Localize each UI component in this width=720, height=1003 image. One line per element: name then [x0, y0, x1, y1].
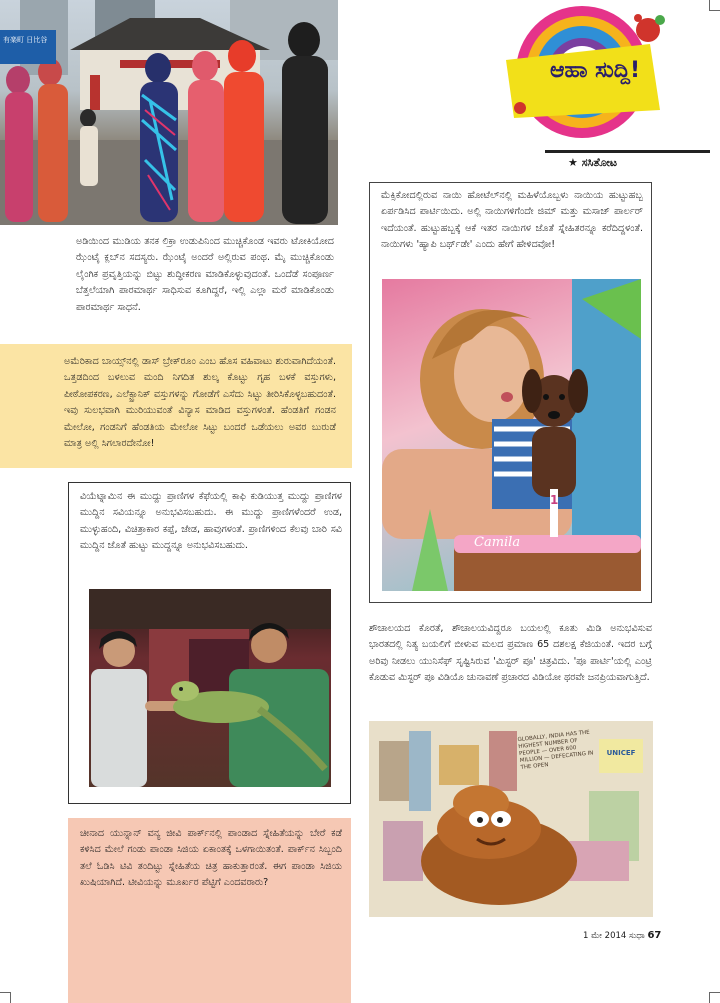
article-divorce: ಅಮೆರಿಕಾದ ಬಾಯ್ಸ್‌ನಲ್ಲಿ ಡಾಸ್ ಬ್ರೇಕ್‌ರೂಂ ಎಂಬ ಹೊಸ ವಹಿವಾಟು ಶುರುವಾಗಿದೆಯಂತೆ. ಒತ್ತಡದಿಂದ ಬಳಲುವ ಮಂದಿ ನಿಗದಿತ ಶುಲ್ಕ ಕೊಟ್ಟು ಗೃಹ ಬಳಕೆ ವಸ್ತುಗಳು, ಪೀಠೋಪಕರಣ, ಎಲೆಕ್ಟ್ರಾನಿಕ್ ವಸ್ತುಗಳನ್ನು ಗೋಡೆಗೆ ಎಸೆದು ಸಿಟ್ಟು ತೀರಿಸಿಕೊಳ್ಳಬಹುದಂತೆ. ಇವು ಸುಲಭವಾಗಿ ಮುರಿಯುವಂತೆ ವಿನ್ಯಾಸ ಮಾಡಿದ ವಸ್ತುಗಳಂತೆ. ಹೆಂಡತಿಗೆ ಗಂಡನ ಮೇಲೋ, ಗಂಡನಿಗೆ ಹೆಂಡತಿಯ ಮೇಲೋ ಸಿಟ್ಟು ಬಂದರೆ ಒಡೆಯಲು ಅವರ ಬುರುಡೆ ಮಾತ್ರ ಅಲ್ಲಿ ಸಿಗಲಾರದೇನೋ! — [64, 356, 336, 450]
byline: ★ ಸಸಿತೋಟ — [568, 156, 618, 169]
page-number: 67 — [647, 930, 662, 941]
article-zentai: ಅಡಿಯಿಂದ ಮುಡಿಯ ತನಕ ಲಿಕ್ರಾ ಉಡುಪಿನಿಂದ ಮುಚ್ಚಿಕೊಂಡ ಇವರು ಟೋಕಿಯೋದ ಝೆಂಟೈ ಕ್ಲಬ್‌ನ ಸದಸ್ಯರು. ಝೆಂಟೈ ಅಂದರೆ ಅಲ್ಲಿರುವ ಪಂಥ. ಮೈ ಮುಚ್ಚಿಕೊಂಡು ಲೈಂಗಿಕ ಪ್ರವೃತ್ತಿಯನ್ನು ಬಿಟ್ಟು ಶುದ್ಧೀಕರಣ ಮಾಡಿಕೊಳ್ಳುವುದಂತೆ. ಒಂದೆಡೆ ಸಂಪೂರ್ಣ ಬೆತ್ತಲೆಯಾಗಿ ಪಾರಮಾರ್ಥ ಸಾಧಿಸುವ ಕೂಗಿದ್ದರೆ, ಇಲ್ಲಿ ಎಲ್ಲಾ ಮರೆ ಮಾಡಿಕೊಂಡು ಪಾರಮಾರ್ಥ ಸಾಧನೆ. — [76, 236, 334, 313]
crop-mark — [709, 992, 720, 1003]
footer-magazine: ಸುಧಾ — [629, 931, 645, 941]
footer — [583, 930, 661, 941]
article-cafe-box — [68, 482, 351, 804]
article-panda: ಚೀನಾದ ಯುನ್ನಾನ್ ವನ್ಯ ಜೀವಿ ಪಾರ್ಕ್‌ನಲ್ಲಿ ಪಾಂಡಾದ ಸ್ನೇಹಿತೆಯನ್ನು ಬೇರೆ ಕಡೆ ಕಳಿಸಿದ ಮೇಲೆ ಗಂಡು ಪಾಂಡಾ ಸಿಜಿಯ ಏಕಾಂತಕ್ಕೆ ಒಳಗಾಯಿತಂತೆ. ಪಾರ್ಕ್‌ನ ಸಿಬ್ಬಂದಿ ತಲೆ ಓಡಿಸಿ ಟಿವಿ ತಂದಿಟ್ಟು ಸ್ನೇಹಿತೆಯ ಚಿತ್ರ ಹಾಕುತ್ತಾರಂತೆ. ಈಗ ಪಾಂಡಾ ಸಿಜಿಯ ಖುಷಿಯಾಗಿದೆ. ಟೀವಿಯನ್ನು ಮೂರ್ಖರ ಪೆಟ್ಟಿಗೆ ಎಂದವರಾರು? — [80, 828, 342, 889]
crop-mark — [709, 0, 720, 11]
street-sign-text: 有楽町 日比谷 — [3, 36, 48, 44]
crop-mark — [0, 992, 11, 1003]
star-icon: ★ — [568, 156, 578, 169]
article-toilet: ಶೌಚಾಲಯದ ಕೊರತೆ, ಶೌಚಾಲಯವಿದ್ದರೂ ಬಯಲಲ್ಲಿ ಕೂತು ಮಿಡಿ ಅನುಭವಿಸುವ ಭಾರತದಲ್ಲಿ ನಿತ್ಯ ಬಯಲಿಗೆ ಬೀಳುವ ಮಲದ ಪ್ರಮಾಣ 65 ದಶಲಕ್ಷ ಕೆಜಿಯಂತೆ. ಇದರ ಬಗ್ಗೆ ಅರಿವು ನೀಡಲು ಯುನಿಸೆಫ್ ಸೃಷ್ಟಿಸಿರುವ 'ಮಿಸ್ಟರ್ ಪೂ' ಚಿತ್ರವಿದು. 'ಪೂ ಪಾರ್ಟಿ'ಯಲ್ಲಿ ಎಂಟ್ರಿ ಕೊಡುವ ಮಿಸ್ಟರ್ ಪೂ ವಿಡಿಯೊ ಚುನಾವಣೆ ಪ್ರಚಾರದ ವಿಡಿಯೋ ಥರವೇ ಜನಪ್ರಿಯವಾಗುತ್ತಿದೆ. — [369, 623, 652, 684]
candle-number: 1 — [550, 493, 559, 507]
cake-text: Camila — [474, 535, 521, 550]
article-dog-box — [369, 182, 652, 603]
article-divorce-box — [0, 344, 352, 468]
iguana-cafe-photo — [89, 589, 331, 787]
poo-sign-text: UNICEF — [606, 749, 636, 757]
footer-date: 1 ಮೇ 2014 — [583, 931, 627, 941]
byline-rule — [545, 150, 710, 153]
article-dog: ಮೆಕ್ಸಿಕೋದಲ್ಲಿರುವ ನಾಯಿ ಹೋಟೆಲ್‌ನಲ್ಲಿ ಮಹಿಳೆಯೊಬ್ಬಳು ನಾಯಿಯ ಹುಟ್ಟುಹಬ್ಬ ಏರ್ಪಡಿಸಿದ ಪಾರ್ಟಿಯಿದು. ಅಲ್ಲಿ ನಾಯಿಗಳಿಗೆಂದೇ ಜಿಮ್ ಮತ್ತು ಮಸಾಜ್ ಪಾರ್ಲರ್ ಇದೆಯಂತೆ. ಹುಟ್ಟುಹಬ್ಬಕ್ಕೆ ಆಕೆ ಇತರ ನಾಯಿಗಳ ಜೊತೆ ಸ್ನೇಹಿತರನ್ನೂ ಕರೆದಿದ್ದಳಂತೆ. ನಾಯಿಗಳು 'ಹ್ಯಾಪಿ ಬರ್ಥ್‌ಡೇ' ಎಂದು ಹೇಗೆ ಹೇಳಿದವೋ! — [381, 190, 643, 251]
dog-birthday-photo — [382, 279, 641, 591]
poo-speech-text: GLOBALLY, INDIA HAS THE HIGHEST NUMBER OF PEOPLE — OVER 600 MILLION — DEFECATING IN THE OPEN — [517, 729, 594, 771]
article-panda-box — [68, 818, 351, 1003]
mr-poo-illustration — [369, 721, 653, 917]
zentai-photo — [0, 0, 338, 225]
logo-text: ಆಹಾ ಸುದ್ದಿ! — [549, 58, 641, 83]
aha-suddi-logo — [500, 0, 680, 150]
article-cafe: ವಿಯೆಟ್ನಾಮಿನ ಈ ಮುದ್ದು ಪ್ರಾಣಿಗಳ ಕೆಫೆಯಲ್ಲಿ ಕಾಫಿ ಕುಡಿಯುತ್ತ ಮುದ್ದು ಪ್ರಾಣಿಗಳ ಮುದ್ದಿನ ಸವಿಯನ್ನೂ ಅನುಭವಿಸಬಹುದು. ಈ ಮುದ್ದು ಪ್ರಾಣಿಗಳೆಂದರೆ ಉಡ, ಮುಳ್ಳುಹಂದಿ, ವಿಚಿತ್ರಾಕಾರ ಕಪ್ಪೆ, ಜೇಡ, ಹಾವುಗಳಂತೆ. ಪ್ರಾಣಿಗಳಿಂದ ಕೆಲವು ಬಾರಿ ಸವಿ ಮುದ್ದಿನ ಜೊತೆ ಹುಟ್ಟು ಮುದ್ದನ್ನೂ ಅನುಭವಿಸಬಹುದು. — [80, 491, 342, 552]
